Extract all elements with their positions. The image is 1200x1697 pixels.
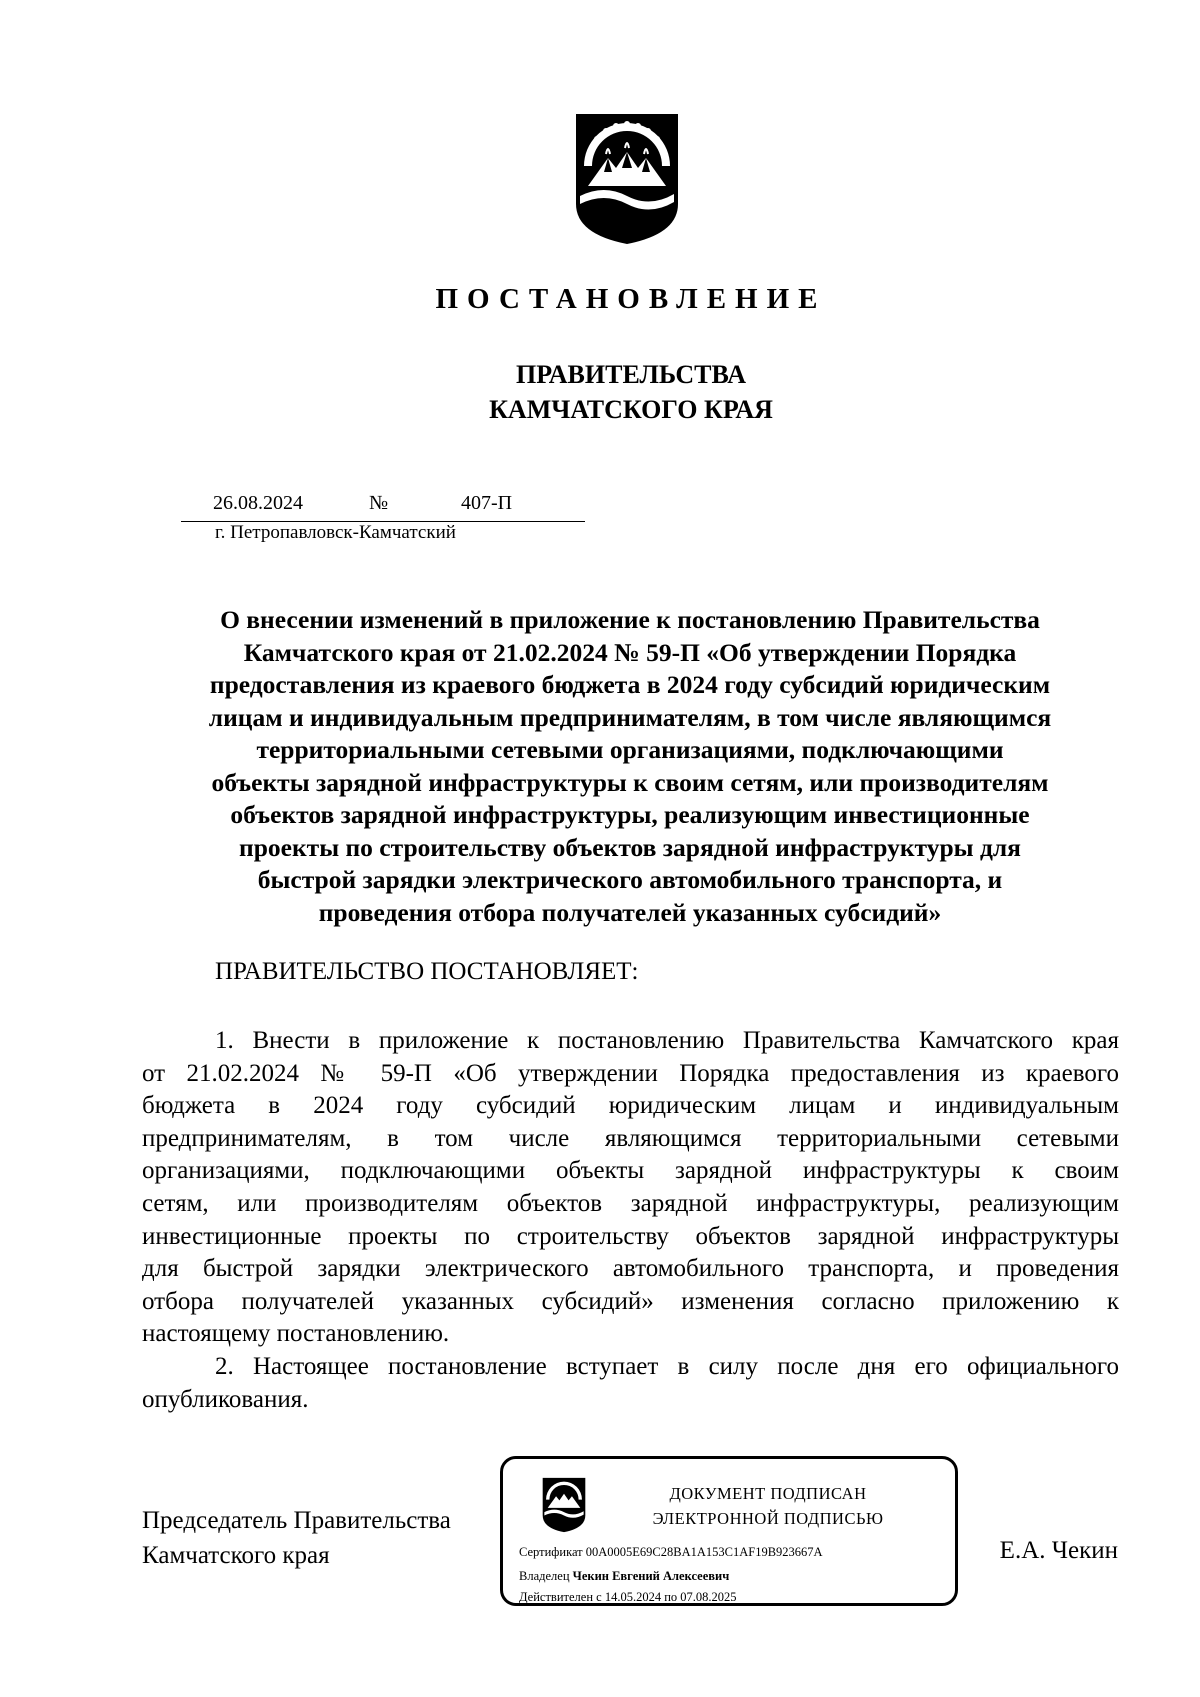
body-line: сетям, или производителям объектов зарядной инфраструктуры, реализующим <box>142 1189 1119 1217</box>
subject-line: проведения отбора получателей указанных субсидий» <box>318 897 942 927</box>
body-line: опубликования. <box>142 1385 309 1413</box>
valid-to-label: по <box>664 1590 678 1604</box>
registration-date: 26.08.2024 <box>213 492 303 514</box>
body-line: 2. Настоящее постановление вступает в силу после дня его официального <box>215 1352 1119 1380</box>
signatory-position <box>142 1503 451 1573</box>
document-subject <box>160 604 1100 929</box>
document-type-title: ПОСТАНОВЛЕНИЕ <box>435 283 827 315</box>
body-line: 1. Внести в приложение к постановлению Правительства Камчатского края <box>215 1027 1119 1054</box>
subject-line: предоставления из краевого бюджета в 2024 году субсидий юридическим <box>209 670 1051 699</box>
valid-from-label: с <box>596 1590 602 1604</box>
body-line: организациями, подключающими объекты зарядной инфраструктуры к своим <box>142 1157 1119 1185</box>
valid-to: 07.08.2025 <box>680 1590 737 1604</box>
subject-line: территориальными сетевыми организациями, подключающими <box>256 735 1004 764</box>
body-line: бюджета в 2024 году субсидий юридическим лицам и индивидуальным <box>142 1092 1119 1120</box>
coat-of-arms-icon <box>574 112 680 246</box>
body-line: настоящему постановлению. <box>142 1320 450 1348</box>
certificate-label: Сертификат <box>519 1545 583 1559</box>
subject-line: объектов зарядной инфраструктуры, реализующим инвестиционные <box>230 800 1030 829</box>
subject-line: быстрой зарядки электрического автомобильного транспорта, и <box>257 865 1003 894</box>
stamp-title-line-2: ЭЛЕКТРОННОЙ ПОДПИСЬЮ <box>652 1509 884 1528</box>
stamp-title-line-1: ДОКУМЕНТ ПОДПИСАН <box>669 1484 867 1503</box>
number-sign: № <box>369 492 389 514</box>
body-line: предпринимателям, в том числе являющимся территориальными сетевыми <box>142 1124 1119 1152</box>
owner-row <box>519 1569 729 1584</box>
subject-line: проекты по строительству объектов зарядной инфраструктуры для <box>239 832 1021 862</box>
validity-row <box>519 1590 737 1605</box>
body-line: для быстрой зарядки электрического автомобильного транспорта, и проведения <box>142 1255 1119 1283</box>
issuer-line-2: КАМЧАТСКОГО КРАЯ <box>489 395 773 424</box>
issuer-line-1: ПРАВИТЕЛЬСТВА <box>516 360 746 389</box>
body-line: отбора получателей указанных субсидий» изменения согласно приложению к <box>142 1287 1119 1315</box>
electronic-signature-stamp <box>500 1456 958 1606</box>
city-name: г. Петропавловск-Камчатский <box>215 522 456 543</box>
certificate-value: 00A0005E69C28BA1A153C1AF19B923667A <box>585 1545 823 1559</box>
issuer-name <box>0 357 1200 427</box>
owner-value: Чекин Евгений Алексеевич <box>572 1569 730 1583</box>
position-line-1: Председатель Правительства <box>142 1507 451 1534</box>
subject-line: объекты зарядной инфраструктуры к своим сетям, или производителям <box>211 767 1049 797</box>
registration-number: 407-П <box>461 492 513 514</box>
stamp-coat-of-arms-icon <box>541 1477 587 1533</box>
subject-line: лицам и индивидуальным предпринимателям, в том числе являющимся <box>208 702 1052 732</box>
stamp-title <box>603 1481 933 1531</box>
body-line: от 21.02.2024 № 59-П «Об утверждении Порядка предоставления из краевого <box>142 1059 1119 1087</box>
subject-line: О внесении изменений в приложение к постановлению Правительства <box>220 605 1040 634</box>
body-line: инвестиционные проекты по строительству объектов зарядной инфраструктуры <box>142 1222 1119 1250</box>
owner-label: Владелец <box>519 1569 570 1583</box>
valid-from: 14.05.2024 <box>604 1590 662 1604</box>
signatory-name: Е.А. Чекин <box>999 1537 1118 1564</box>
subject-line: Камчатского края от 21.02.2024 № 59-П «Об утверждении Порядка <box>243 637 1017 667</box>
position-line-2: Камчатского края <box>142 1542 330 1569</box>
validity-label: Действителен <box>519 1590 594 1604</box>
document-body <box>142 1025 1119 1416</box>
certificate-row <box>519 1545 823 1560</box>
preamble: ПРАВИТЕЛЬСТВО ПОСТАНОВЛЯЕТ: <box>215 958 639 985</box>
